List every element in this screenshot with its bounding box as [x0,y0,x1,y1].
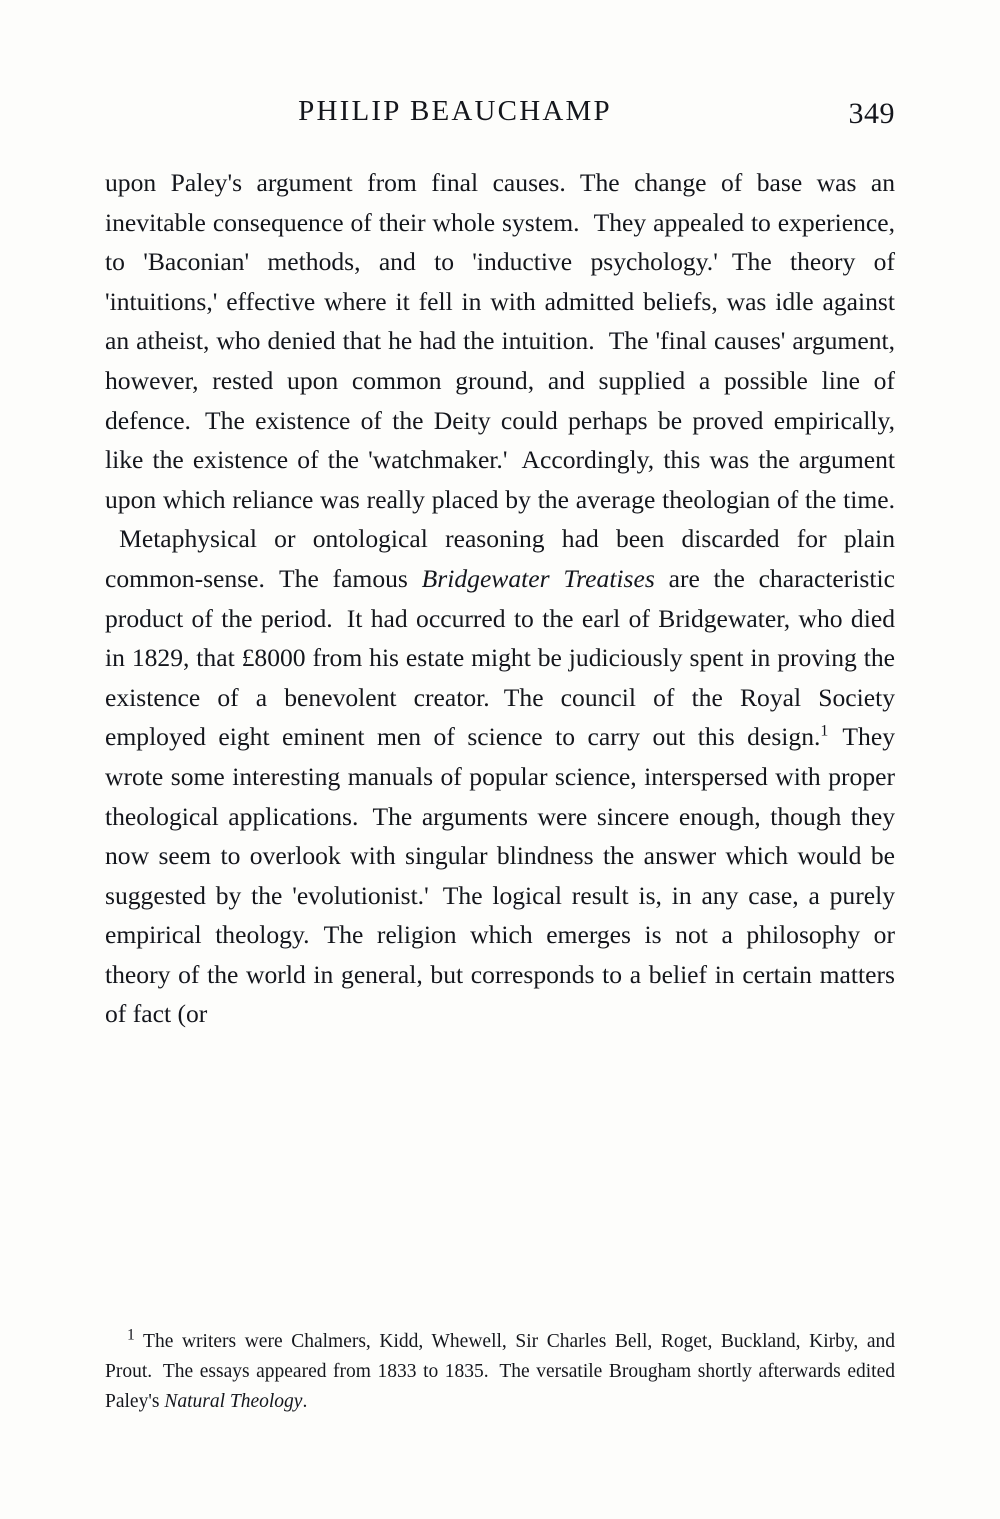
sentence-14: The logical result is, in any case, a purely empirical theology. [105,880,895,950]
sentence-1: upon Paley's argument from final causes. [105,168,566,197]
footnote-sentence-2: The essays appeared from 1833 to 1835. [162,1361,489,1382]
sentence-13: The arguments were sincere enough, though they now seem to overlook with singular blindness the answer which would be suggested by the 'evolutionist.' [105,801,895,910]
sentence-5: The 'final causes' argument, however, rested upon common ground, and supplied a possible line of defence. [105,326,896,435]
page-number: 349 [848,97,895,130]
sentence-3: They appealed to experience, to 'Baconian' methods, and to 'inductive psychology.' [105,207,895,277]
book-title-natural-theology: Natural Theology [164,1391,303,1412]
book-title-bridgewater-treatises: Bridgewater Treatises [421,563,655,593]
sentence-12: They wrote some interesting manuals of popular science, interspersed with proper theological applications. [105,722,895,831]
footnote-sentence-4: . [302,1391,308,1412]
sentence-4: The theory of 'intuitions,' effective where it fell in with admitted beliefs, was idle against an atheist, who denied that he had the intuition. [105,247,895,356]
running-title: PHILIP BEAUCHAMP [298,95,612,127]
sentence-11: The council of the Royal Society employed eight eminent men of science to carry out this design. [105,682,895,752]
sentence-8: Metaphysical or ontological reasoning had been discarded for plain common-sense. [105,524,895,593]
body-text [105,163,895,1034]
sentence-7: Accordingly, this was the argument upon which reliance was really placed by the average theologian of the time. [105,445,895,514]
footnote-text [105,1327,895,1417]
sentence-2: The change of base was an inevitable consequence of their whole system. [105,168,895,237]
footnote-reference-marker[interactable]: 1 [820,722,829,740]
footnote-sentence-1: The writers were Chalmers, Kidd, Whewell, Sir Charles Bell, Roget, Buckland, Kirby, and Prout. [105,1331,895,1382]
footnote-sentence-3: The versatile Brougham shortly afterwards edited Paley's [105,1361,895,1412]
sentence-10: It had occurred to the earl of Bridgewater, who died in 1829, that £8000 from his estate might be judiciously spent in proving the existence of a benevolent creator. [105,603,895,712]
footnote-block [105,1327,895,1417]
paragraph [105,163,895,1034]
sentence-9-post: are the characteristic product of the period. [105,563,895,633]
sentence-15: The religion which emerges is not a philosophy or theory of the world in general, but corresponds to a belief in certain matters of fact (or [105,920,895,1029]
sentence-9-pre: The famous [279,563,408,593]
sentence-6: The existence of the Deity could perhaps be proved empirically, like the existence of the 'watchmaker.' [105,405,895,475]
page-header [105,95,895,141]
footnote-marker: 1 [127,1326,135,1344]
